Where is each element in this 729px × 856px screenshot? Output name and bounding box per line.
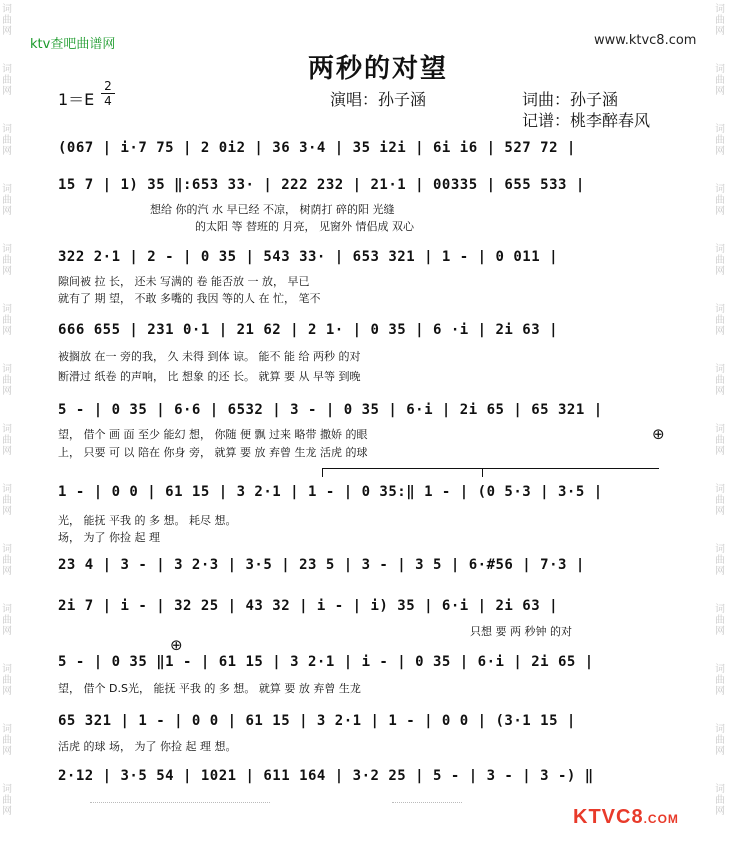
watermark-right	[713, 0, 727, 840]
lyric-row-6-verse1: 光， 能抚 平我 的 多 想。 耗尽 想。	[58, 514, 237, 527]
song-title: 两秒的对望	[308, 54, 449, 84]
lyric-row-6-verse2: 场， 为了 你捡 起 理	[58, 531, 160, 544]
lyric-row-2-verse2: 的太阳 等 替班的 月亮， 见窗外 情侣成 双心	[195, 220, 414, 233]
watermark-text: 词 曲 网	[715, 604, 725, 637]
notation-row-1: (067 | i·7 75 | 2 0i2 | 36 3·4 | 35 i2i | 6i i6 | 527 72 |	[58, 140, 576, 156]
watermark-text: 词 曲 网	[2, 184, 12, 217]
notation-row-3: 322 2·1 | 2 - | 0 35 | 543 33· | 653 321 | 1 - | 0 011 |	[58, 249, 559, 265]
watermark-left	[0, 0, 14, 840]
coda-icon-2: ⊕	[170, 636, 183, 654]
lyric-row-4-verse2: 断滑过 纸卷 的声响， 比 想象 的还 长。 就算 要 从 早等 到晚	[58, 370, 361, 383]
notation-row-11: 2·12 | 3·5 54 | 1021 | 611 164 | 3·2 25 | 5 - | 3 - | 3 -) ‖	[58, 768, 594, 784]
footer-logo	[573, 806, 679, 829]
watermark-text: 词 曲 网	[2, 244, 12, 277]
watermark-text: 词 曲 网	[715, 724, 725, 757]
watermark-text: 词 曲 网	[2, 64, 12, 97]
watermark-text: 词 曲 网	[715, 484, 725, 517]
footer-divider-right	[392, 802, 462, 803]
watermark-text: 词 曲 网	[2, 724, 12, 757]
footer-divider-left	[90, 802, 270, 803]
lyric-row-9: 望， 借个 D.S光， 能抚 平我 的 多 想。 就算 要 放 弃曾 生龙	[58, 682, 361, 695]
site-name-left: ktv查吧曲谱网	[30, 37, 116, 52]
watermark-text: 词 曲 网	[715, 544, 725, 577]
watermark-text: 词 曲 网	[2, 364, 12, 397]
watermark-text: 词 曲 网	[715, 424, 725, 457]
notation-row-8: 2i 7 | i - | 32 25 | 43 32 | i - | i) 35 | 6·i | 2i 63 |	[58, 598, 559, 614]
watermark-text: 词 曲 网	[715, 184, 725, 217]
lyric-row-3-verse1: 隙间被 拉 长， 还未 写满的 卷 能否放 一 放， 早已	[58, 275, 310, 288]
watermark-text: 词 曲 网	[2, 544, 12, 577]
notation-row-6: 1 - | 0 0 | 61 15 | 3 2·1 | 1 - | 0 35:‖ 1 - | (0 5·3 | 3·5 |	[58, 484, 603, 500]
lyric-row-5-verse2: 上， 只要 可 以 陪在 你身 旁， 就算 要 放 弃曾 生龙 活虎 的球	[58, 446, 368, 459]
lyric-row-3-verse2: 就有了 期 望， 不敢 多嘴的 我因 等的人 在 忙， 笔不	[58, 292, 321, 305]
performer: 演唱：孙子涵	[330, 90, 427, 109]
transcriber: 记谱：桃李醉春风	[522, 111, 651, 130]
lyric-row-4-verse1: 被搁放 在一 旁的我， 久 未得 到体 谅。 能不 能 给 两秒 的对	[58, 350, 361, 363]
coda-icon: ⊕	[652, 425, 665, 443]
notation-row-4: 666 655 | 231 0·1 | 21 62 | 2 1· | 0 35 | 6 ·i | 2i 63 |	[58, 322, 559, 338]
watermark-text: 词 曲 网	[2, 484, 12, 517]
site-url-right: www.ktvc8.com	[594, 33, 697, 48]
watermark-text: 词 曲 网	[715, 364, 725, 397]
lyric-row-2-verse1: 想给 你的汽 水 早已经 不凉， 树荫打 碎的阳 光缝	[150, 203, 395, 216]
volta-1-bracket	[322, 468, 483, 477]
watermark-text: 词 曲 网	[715, 664, 725, 697]
volta-2-bracket	[482, 468, 659, 477]
watermark-text: 词 曲 网	[715, 784, 725, 817]
watermark-text: 词 曲 网	[2, 304, 12, 337]
notation-row-5: 5 - | 0 35 | 6·6 | 6532 | 3 - | 0 35 | 6·i | 2i 65 | 65 321 |	[58, 402, 603, 418]
notation-row-7: 23 4 | 3 - | 3 2·3 | 3·5 | 23 5 | 3 - | 3 5 | 6·#56 | 7·3 |	[58, 557, 585, 573]
watermark-text: 词 曲 网	[2, 4, 12, 37]
watermark-text: 词 曲 网	[2, 784, 12, 817]
watermark-text: 词 曲 网	[2, 604, 12, 637]
notation-row-9: 5 - | 0 35 ‖1 - | 61 15 | 3 2·1 | i - | 0 35 | 6·i | 2i 65 |	[58, 654, 594, 670]
time-sig-top: 2	[104, 79, 112, 93]
footer-logo-main: KTVC8	[573, 806, 644, 828]
lyric-row-8: 只想 要 两 秒钟 的对	[470, 625, 572, 638]
lyric-row-10: 活虎 的球 场， 为了 你捡 起 理 想。	[58, 740, 237, 753]
composer: 词曲：孙子涵	[522, 90, 619, 109]
watermark-text: 词 曲 网	[2, 424, 12, 457]
notation-row-10: 65 321 | 1 - | 0 0 | 61 15 | 3 2·1 | 1 - | 0 0 | (3·1 15 |	[58, 713, 576, 729]
notation-row-2: 15 7 | 1) 35 ‖:653 33· | 222 232 | 21·1 | 00335 | 655 533 |	[58, 177, 585, 193]
lyric-row-5-verse1: 望， 借个 画 面 至少 能幻 想， 你随 便 飘 过来 略带 撒娇 的眼	[58, 428, 368, 441]
watermark-text: 词 曲 网	[2, 664, 12, 697]
watermark-text: 词 曲 网	[2, 124, 12, 157]
watermark-text: 词 曲 网	[715, 64, 725, 97]
key-signature: 1＝E	[58, 90, 95, 109]
watermark-text: 词 曲 网	[715, 124, 725, 157]
time-signature	[101, 80, 115, 107]
watermark-text: 词 曲 网	[715, 244, 725, 277]
watermark-text: 词 曲 网	[715, 4, 725, 37]
watermark-text: 词 曲 网	[715, 304, 725, 337]
time-sig-bottom: 4	[104, 94, 112, 108]
footer-logo-suffix: .COM	[643, 812, 679, 826]
